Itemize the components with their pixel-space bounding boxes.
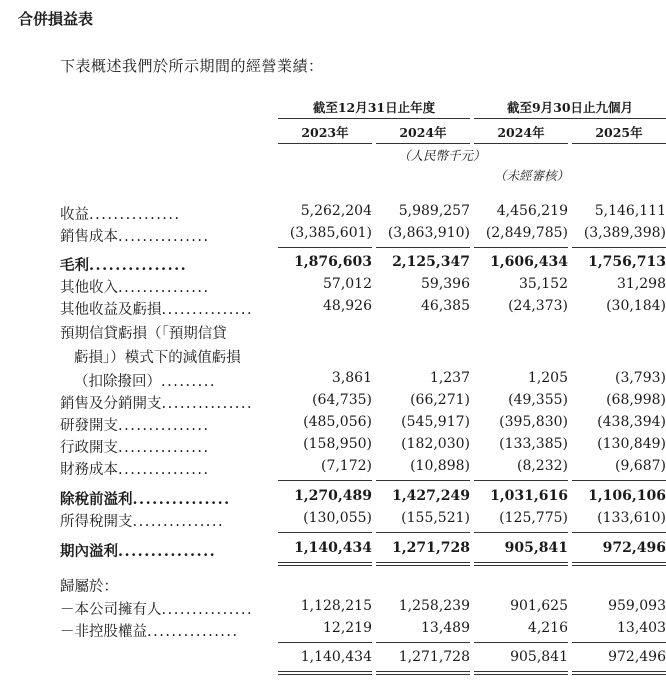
value-cell: 1,140,434 — [300, 649, 372, 665]
row-label: 虧損」）模式下的減值虧損 — [74, 350, 241, 366]
value-cell: (24,373) — [508, 298, 568, 314]
value-cell: 3,861 — [331, 370, 372, 386]
value-cell: 59,396 — [421, 276, 470, 292]
value-cell: (155,521) — [401, 510, 470, 526]
value-cell: 905,841 — [510, 649, 568, 665]
value-cell: 4,216 — [527, 620, 568, 636]
value-cell: 1,106,106 — [588, 488, 666, 504]
row-label: 除稅前溢利............... — [60, 491, 231, 508]
table-row — [60, 298, 666, 320]
value-cell: 972,496 — [602, 540, 666, 556]
value-cell: (182,030) — [401, 436, 470, 452]
table-row — [60, 458, 666, 480]
row-label: 銷售成本............... — [60, 229, 210, 245]
row-label: 收益............... — [60, 207, 181, 223]
row-label: 毛利............... — [60, 257, 188, 274]
value-cell: 1,205 — [527, 370, 568, 386]
value-cell: 31,298 — [617, 276, 666, 292]
table-row — [60, 436, 666, 458]
year-header: 2024年 — [376, 123, 470, 144]
value-cell: (3,863,910) — [387, 225, 470, 241]
value-cell: (438,394) — [597, 414, 666, 430]
value-cell: (130,849) — [597, 436, 666, 452]
table-row — [60, 510, 666, 532]
table-row — [60, 488, 666, 510]
value-cell: 46,385 — [421, 298, 470, 314]
row-label: 歸屬於： — [60, 579, 118, 595]
value-cell: (133,385) — [499, 436, 568, 452]
value-cell: (130,055) — [303, 510, 372, 526]
value-cell: 972,496 — [608, 649, 666, 665]
value-cell: (485,056) — [303, 414, 372, 430]
value-cell: 1,140,434 — [294, 540, 372, 556]
value-cell: (158,950) — [303, 436, 372, 452]
header-nine-months-group: 截至9月30日止九個月 — [474, 98, 666, 119]
row-label: 財務成本............... — [60, 462, 210, 478]
unaudited-note: （未經審核） — [494, 168, 570, 183]
row-label: 銷售及分銷開支............... — [60, 396, 254, 412]
value-cell: (9,687) — [614, 458, 666, 474]
table-row — [60, 276, 666, 298]
value-cell: 5,262,204 — [300, 203, 372, 219]
table-row — [60, 540, 666, 562]
year-header: 2023年 — [278, 123, 372, 144]
year-header: 2024年 — [474, 123, 568, 144]
row-label: －本公司擁有人............... — [60, 602, 254, 618]
table-row — [60, 370, 666, 392]
table-row — [60, 620, 666, 642]
row-label: 預期信貸虧損（「預期信貸 — [60, 326, 227, 342]
value-cell: 1,271,728 — [398, 649, 470, 665]
value-cell: 1,427,249 — [392, 488, 470, 504]
row-label: 所得稅開支............... — [60, 514, 225, 530]
value-cell: (3,793) — [614, 370, 666, 386]
value-cell: 1,031,616 — [490, 488, 568, 504]
value-cell: 1,606,434 — [490, 254, 568, 270]
value-cell: (49,355) — [508, 392, 568, 408]
value-cell: 13,403 — [617, 620, 666, 636]
value-cell: 1,876,603 — [294, 254, 372, 270]
value-cell: 2,125,347 — [392, 254, 470, 270]
value-cell: 1,270,489 — [294, 488, 372, 504]
value-cell: 13,489 — [421, 620, 470, 636]
table-row — [60, 392, 666, 414]
value-cell: (10,898) — [410, 458, 470, 474]
value-cell: 901,625 — [510, 598, 568, 614]
row-label: －非控股權益............... — [60, 624, 239, 640]
value-cell: (3,385,601) — [289, 225, 372, 241]
value-cell: (2,849,785) — [485, 225, 568, 241]
value-cell: (66,271) — [410, 392, 470, 408]
table-row — [60, 414, 666, 436]
value-cell: 1,237 — [429, 370, 470, 386]
value-cell: 1,271,728 — [392, 540, 470, 556]
row-label: 行政開支............... — [60, 440, 210, 456]
intro-text: 下表概述我們於所示期間的經營業績： — [60, 57, 324, 75]
row-label: （扣除撥回）......... — [74, 374, 216, 390]
value-cell: (7,172) — [320, 458, 372, 474]
value-cell: 5,989,257 — [398, 203, 470, 219]
value-cell: (30,184) — [606, 298, 666, 314]
row-label: 期內溢利............... — [60, 543, 217, 560]
value-cell: (545,917) — [401, 414, 470, 430]
header-fiscal-year-group: 截至12月31日止年度 — [278, 98, 470, 119]
table-row — [60, 346, 620, 368]
value-cell: 35,152 — [519, 276, 568, 292]
value-cell: 48,926 — [323, 298, 372, 314]
value-cell: 959,093 — [608, 598, 666, 614]
value-cell: 1,128,215 — [300, 598, 372, 614]
table-row — [60, 598, 666, 620]
value-cell: 57,012 — [323, 276, 372, 292]
value-cell: (68,998) — [606, 392, 666, 408]
value-cell: (395,830) — [499, 414, 568, 430]
value-cell: (3,389,398) — [583, 225, 666, 241]
table-row — [60, 203, 666, 225]
row-label: 研發開支............... — [60, 418, 210, 434]
section-title: 合併損益表 — [18, 10, 94, 28]
table-row — [60, 575, 620, 597]
table-row — [60, 322, 620, 344]
value-cell: (133,610) — [597, 510, 666, 526]
value-cell: 4,456,219 — [496, 203, 568, 219]
value-cell: (64,735) — [312, 392, 372, 408]
value-cell: 5,146,111 — [594, 203, 666, 219]
value-cell: (8,232) — [516, 458, 568, 474]
table-row — [60, 225, 666, 247]
table-row — [60, 254, 666, 276]
currency-note: （人民幣千元） — [398, 148, 486, 163]
value-cell: 905,841 — [504, 540, 568, 556]
year-header: 2025年 — [572, 123, 666, 144]
value-cell: 12,219 — [323, 620, 372, 636]
table-row — [60, 649, 666, 671]
row-label: 其他收益及虧損............... — [60, 302, 254, 318]
value-cell: (125,775) — [499, 510, 568, 526]
value-cell: 1,756,713 — [588, 254, 666, 270]
row-label: 其他收入............... — [60, 280, 210, 296]
value-cell: 1,258,239 — [398, 598, 470, 614]
